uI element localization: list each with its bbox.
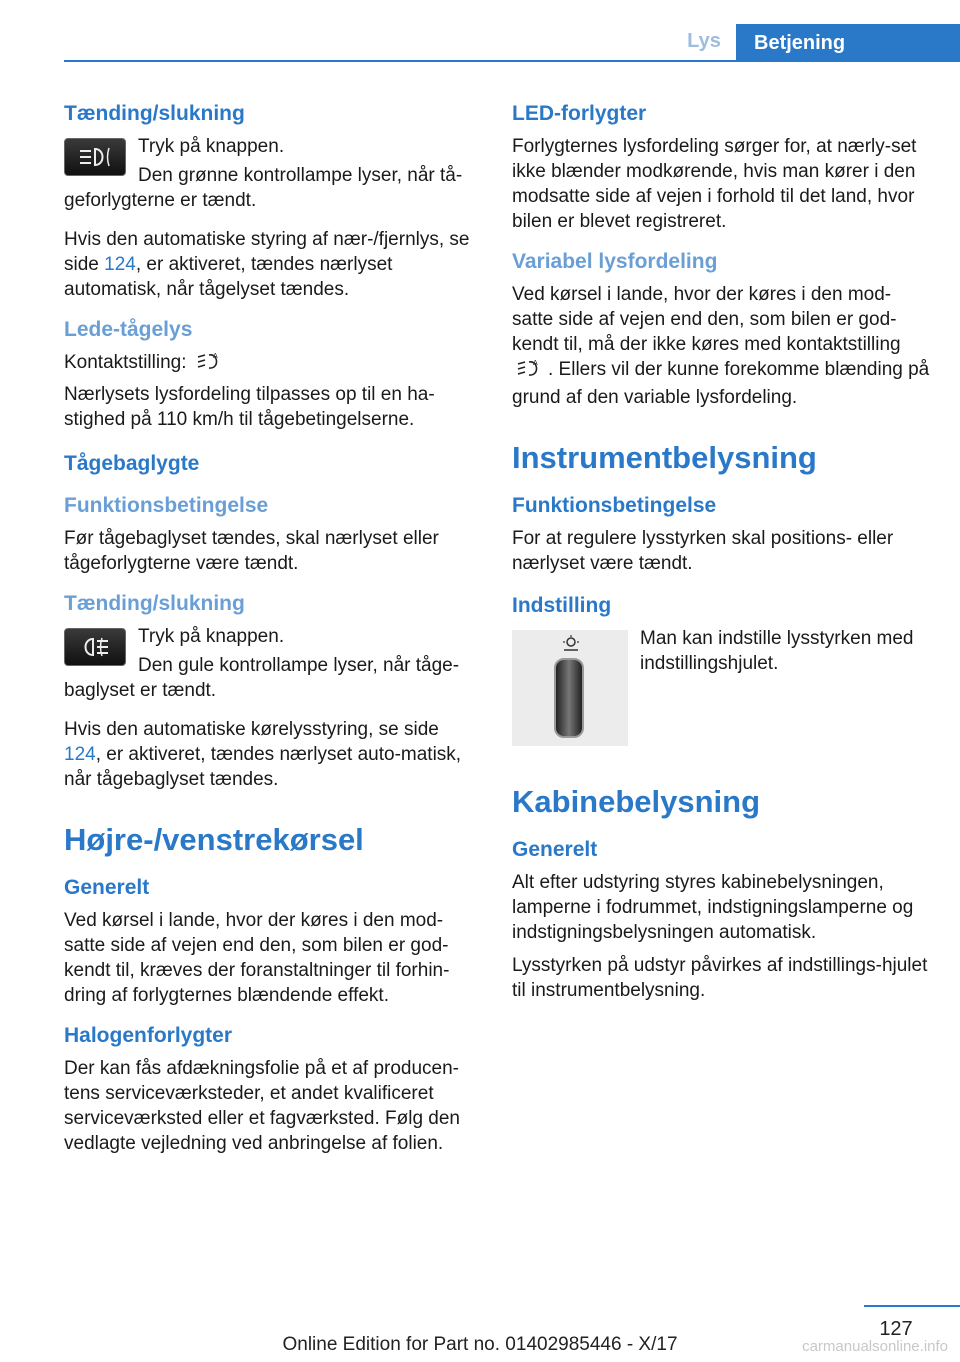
- heading-instrument-lighting: Instrumentbelysning: [512, 440, 817, 475]
- text-instrument-condition: For at regulere lysstyrken skal positions- eller nærlyset være tændt.: [512, 528, 894, 574]
- automatic-light-icon: [516, 358, 544, 385]
- adjustment-instruction: [512, 626, 932, 754]
- text-yellow-lamp: Den gule kontrollampe lyser, når tåge-baglyset er tændt.: [64, 655, 460, 701]
- page-link-124[interactable]: 124: [104, 254, 136, 275]
- text-led-headlights: Forlygternes lysfordeling sørger for, at nærly-set ikke blænder modkørende, hvis man kører i den modsatte side af vejen i forhold til det land, hvor bilen er blevet registreret.: [512, 136, 917, 232]
- paragraph-auto-lights-2: [64, 717, 480, 792]
- footer-rule: [864, 1305, 960, 1307]
- text-halogen: Der kan fås afdækningsfolie på et af producen-tens serviceværksteder, et andet kvalificeret serviceværksted eller et fagværksted. Følg den vedlagte vejledning ved anbringelse af folien.: [64, 1058, 460, 1154]
- text-variable-distribution: [512, 282, 932, 410]
- text-fragment: , er aktiveret, tændes nærlyset auto-matisk, når tågebaglyset tændes.: [64, 744, 462, 790]
- text-speed-adjust: Nærlysets lysfordeling tilpasses op til en ha-stighed på 110 km/h til tågebetingelserne.: [64, 384, 435, 430]
- heading-condition-left: Funktionsbetingelse: [64, 494, 269, 517]
- heading-front-fog-switch: Tænding/slukning: [64, 102, 245, 125]
- heading-variable-distribution: Variabel lysfordeling: [512, 250, 718, 273]
- text-fragment: Hvis den automatiske kørelysstyring, se side: [64, 719, 439, 740]
- edition-note: Online Edition for Part no. 01402985446 - X/17: [282, 1334, 678, 1355]
- fog-light-front-icon: [64, 138, 126, 176]
- heading-halogen: Halogenforlygter: [64, 1024, 233, 1047]
- heading-adjustment: Indstilling: [512, 594, 612, 617]
- text-fragment: , er aktiveret, tændes nærlyset automatisk, når tågelyset tændes.: [64, 254, 393, 300]
- text-fragment: Hvis den automatiske styring af nær-/fjernlys, se side: [64, 229, 470, 275]
- header-section: Lys: [687, 30, 721, 52]
- heading-right-left-traffic: Højre-/venstrekørsel: [64, 822, 364, 857]
- text-fragment: Ved kørsel i lande, hvor der køres i den mod-satte side af vejen end den, som bilen er god-kendt til, må der ikke køres med kontaktstilling: [512, 284, 901, 355]
- left-column: [64, 100, 480, 1170]
- dimmer-wheel-icon: [512, 630, 628, 746]
- text-press-button-1: Tryk på knappen.: [138, 136, 285, 157]
- text-cabin-auto: Alt efter udstyring styres kabinebelysningen, lamperne i fodrummet, indstigningslamperne og indstigningsbelysningen automatisk.: [512, 872, 914, 943]
- paragraph-auto-lights-1: [64, 227, 480, 302]
- svg-text:A: A: [533, 360, 538, 367]
- text-fragment: . Ellers vil der kunne forekomme blænding på grund af den variable lysfordeling.: [512, 359, 930, 408]
- page-link-124[interactable]: 124: [64, 744, 96, 765]
- text-general-traffic: Ved kørsel i lande, hvor der køres i den mod-satte side af vejen end den, som bilen er god-kendt til, kræves der foranstaltninger til forhin-dring af forlygternes blændende effekt.: [64, 910, 450, 1006]
- heading-general-left: Generelt: [64, 876, 150, 899]
- text-rear-fog-condition: Før tågebaglyset tændes, skal nærlyset eller tågeforlygterne være tændt.: [64, 528, 439, 574]
- heading-rear-fog-switch: Tænding/slukning: [64, 592, 245, 615]
- text-cabin-brightness: Lysstyrken på udstyr påvirkes af indstillings-hjulet til instrumentbelysning.: [512, 955, 928, 1001]
- text-green-lamp: Den grønne kontrollampe lyser, når tå-geforlygterne er tændt.: [64, 165, 463, 211]
- text-press-button-2: Tryk på knappen.: [138, 626, 285, 647]
- fog-light-rear-icon: [64, 628, 126, 666]
- heading-rear-fog: Tågebaglygte: [64, 452, 200, 475]
- watermark: carmanualsonline.info: [802, 1338, 948, 1355]
- rear-fog-instruction: [64, 624, 480, 717]
- heading-condition-right: Funktionsbetingelse: [512, 494, 717, 517]
- heading-led-headlights: LED-forlygter: [512, 102, 647, 125]
- header-tab: Betjening: [736, 24, 960, 62]
- text-adjustment: Man kan indstille lysstyrken med indstillingshjulet.: [640, 628, 914, 674]
- heading-cabin-lighting: Kabinebelysning: [512, 784, 761, 819]
- front-fog-instruction: [64, 134, 480, 227]
- header-rule: [64, 60, 960, 62]
- text-switch-position: [64, 350, 480, 378]
- svg-text:A: A: [212, 353, 218, 360]
- automatic-light-icon: [196, 351, 224, 378]
- heading-general-right: Generelt: [512, 838, 598, 861]
- right-column: [512, 100, 932, 1017]
- page-number: 127: [879, 1318, 913, 1340]
- heading-guide-fog: Lede-tågelys: [64, 318, 193, 341]
- text-fragment: Kontaktstilling:: [64, 352, 187, 373]
